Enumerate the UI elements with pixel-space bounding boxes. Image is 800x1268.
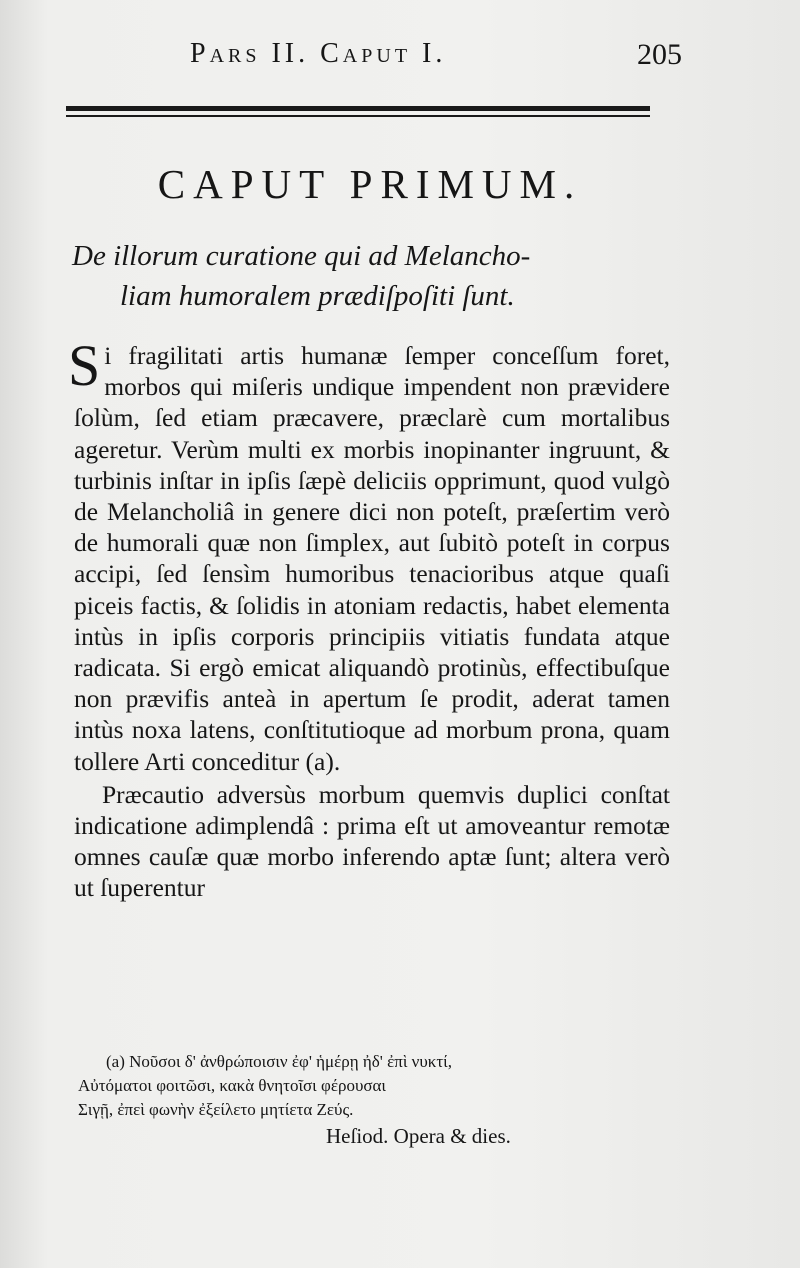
subtitle-line-2: liam humoralem prædiſpoſiti ſunt. [120,280,515,312]
footnote-line-2: Αὐτόματοι φοιτῶσι, κακὰ θνητοῖσι φέρουσαι [78,1076,387,1095]
paragraph-1 [68,333,670,777]
drop-cap: S [68,333,101,398]
chapter-subtitle [72,236,672,316]
paragraph-2: Præcautio adversùs morbum quemvis duplici conſtat indicatione adimplendâ : prima eſt ut amoveantur remotæ omnes cauſæ quæ morbo inferendo aptæ ſunt; altera verò ut ſuperentur [74,779,670,903]
page-header [0,38,800,78]
footnote-line-3: Σιγῇ, ἐπεὶ φωνὴν ἐξείλετο μητίετα Ζεύς. [78,1100,354,1119]
paragraph-1-text: i fragilitati artis humanæ ſemper conceſſum foret, morbos qui miſeris undique impendent non prævidere ſolùm, ſed etiam præcavere, præclarè cum mortalibus ageretur. Verùm multi ex morbis inopinanter ingruunt, & turbinis inſtar in ipſis ſæpè deliciis opprimunt, quod vulgò de Melancholiâ in genere dici non poteſt, præſertim verò de humorali quæ non ſimplex, aut ſubitò poteſt in corpus accipi, ſed ſensìm humoribus tenacioribus atque quaſi piceis factis, & ſolidis in atoniam redactis, habet elementa intùs in ipſis corporis principiis vitiatis fundata atque radicata. Si ergò emicat aliquandò protinùs, effectibuſque non prævifis anteà in apertum ſe prodit, aderat tamen intùs noxa latens, conſtitutioque ad morbum prona, quam tollere Arti conceditur (a). [74,341,670,776]
footnote [78,1050,638,1148]
running-title: Pars II. Caput I. [190,38,447,69]
chapter-title: CAPUT PRIMUM. [157,161,583,207]
header-rule-thick [66,106,650,111]
page-number: 205 [637,38,682,71]
header-rule-thin [66,115,650,117]
footnote-citation: Heſiod. Opera & dies. [326,1124,511,1148]
subtitle-line-1: De illorum curatione qui ad Melancho- [72,240,531,272]
footnote-line-1: (a) Νοῦσοι δ' ἀνθρώποισιν ἐφ' ἡμέρῃ ἠδ' ἐπὶ νυκτί, [106,1052,452,1071]
body-text [68,333,670,904]
